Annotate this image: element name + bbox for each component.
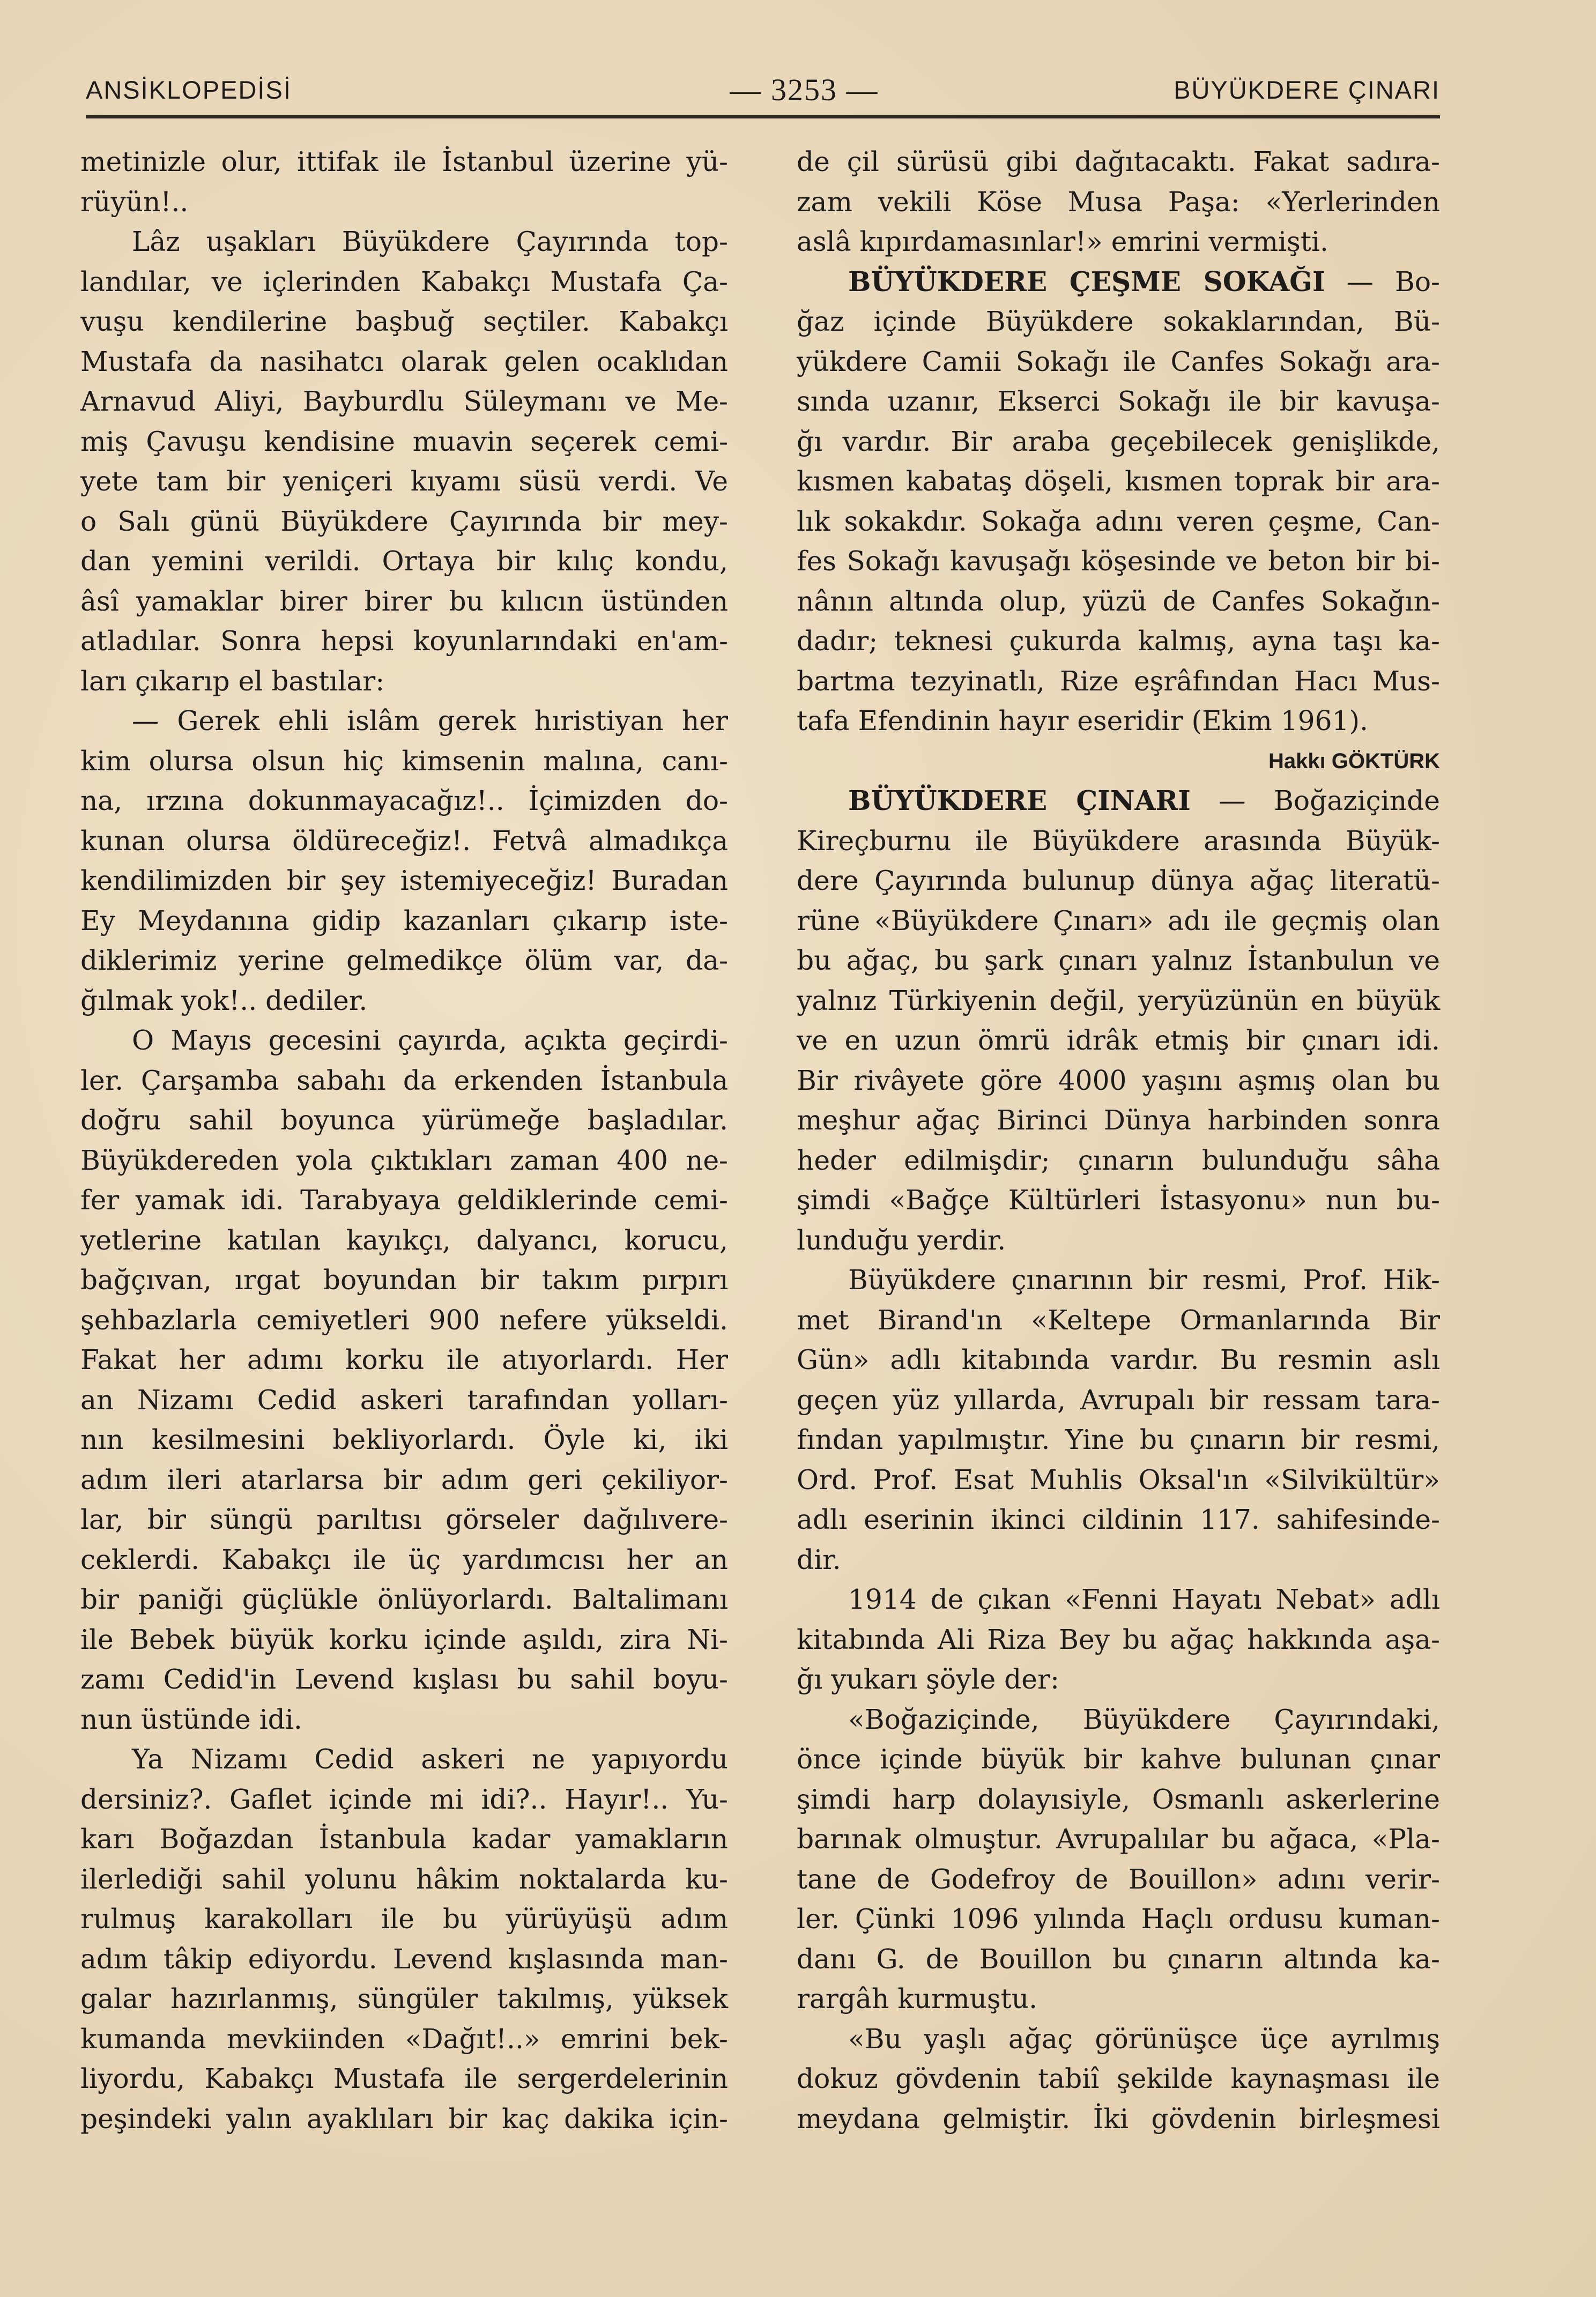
text-line: danı G. de Bouillon bu çınarın altında ka- xyxy=(797,1943,1440,1975)
text-line: sında uzanır, Ekserci Sokağı ile bir kavuşa- xyxy=(797,385,1440,417)
text-line: — Gerek ehli islâm gerek hıristiyan her xyxy=(132,705,728,737)
text-line: fer yamak idi. Tarabyaya geldiklerinde cemi- xyxy=(80,1184,728,1216)
text-line: doğru sahil boyunca yürümeğe başladılar. xyxy=(80,1104,728,1136)
text-line: lık sokakdır. Sokağa adını veren çeşme, Can- xyxy=(797,505,1440,537)
text-line: de çil sürüsü gibi dağıtacaktı. Fakat sadıra- xyxy=(797,146,1440,177)
text-line: Lâz uşakları Büyükdere Çayırında top- xyxy=(132,226,728,257)
text-line: Büyükdere çınarının bir resmi, Prof. Hik- xyxy=(848,1264,1440,1296)
text-line: dan yemini verildi. Ortaya bir kılıç kondu, xyxy=(80,545,728,577)
text-line: miş Çavuşu kendisine muavin seçerek cemi- xyxy=(80,425,728,457)
text-line: metinizle olur, ittifak ile İstanbul üzerine yü- xyxy=(80,146,728,177)
text-line: Ey Meydanına gidip kazanları çıkarıp iste- xyxy=(80,904,728,936)
text-line: na, ırzına dokunmayacağız!.. İçimizden do- xyxy=(80,785,728,816)
author-signature: Hakkı GÖKTÜRK xyxy=(1268,749,1440,773)
text-line: ğaz içinde Büyükdere sokaklarından, Bü- xyxy=(797,306,1440,337)
text-line: dersiniz?. Gaflet içinde mi idi?.. Hayır!.. Yu- xyxy=(80,1783,728,1815)
text-line: o Salı günü Büyükdere Çayırında bir mey- xyxy=(80,505,728,537)
entry-heading: BÜYÜKDERE ÇEŞME SOKAĞI xyxy=(848,265,1325,298)
text-line: landılar, ve içlerinden Kabakçı Mustafa Ça- xyxy=(80,265,728,298)
text-line: met Birand'ın «Keltepe Ormanlarında Bir xyxy=(797,1304,1440,1336)
text-line: ler. Çarşamba sabahı da erkenden İstanbula xyxy=(80,1064,728,1096)
text-line: rüyün!.. xyxy=(80,185,189,218)
text-line: yalnız Türkiyenin değil, yeryüzünün en büyük xyxy=(797,984,1440,1016)
text-line: bağçıvan, ırgat boyundan bir takım pırpırı xyxy=(80,1264,728,1296)
text-line: Mustafa da nasihatcı olarak gelen ocaklıdan xyxy=(80,345,728,377)
text-line: zamı Cedid'in Levend kışlası bu sahil boyu- xyxy=(80,1663,728,1695)
text-line: dere Çayırında bulunup dünya ağaç literatü- xyxy=(797,865,1440,896)
text-line: dokuz gövdenin tabiî şekilde kaynaşması ile xyxy=(797,2063,1440,2094)
entry-heading-line: BÜYÜKDERE ÇEŞME SOKAĞI — Bo- xyxy=(848,265,1440,298)
text-line: kitabında Ali Riza Bey bu ağaç hakkında aşa- xyxy=(797,1623,1440,1655)
text-line: kumanda mevkiinden «Dağıt!..» emrini bek- xyxy=(80,2023,728,2055)
text-line: ları çıkarıp el bastılar: xyxy=(80,665,385,697)
text-line: Gün» adlı kitabında vardır. Bu resmin aslı xyxy=(797,1344,1440,1376)
text-line: nun üstünde idi. xyxy=(80,1703,302,1735)
text-line: galar hazırlanmış, süngüler takılmış, yüksek xyxy=(80,1983,728,2014)
text-line: adım ileri atarlarsa bir adım geri çekiliyor- xyxy=(80,1463,728,1496)
text-line: ğı vardır. Bir araba geçebilecek genişlikde, xyxy=(797,425,1440,457)
text-line: âsî yamaklar birer birer bu kılıcın üstünden xyxy=(80,585,728,617)
text-line: meşhur ağaç Birinci Dünya harbinden sonra xyxy=(797,1104,1440,1136)
text-line: ceklerdi. Kabakçı ile üç yardımcısı her an xyxy=(80,1543,728,1575)
text-line: yetlerine katılan kayıkçı, dalyancı, korucu, xyxy=(80,1224,728,1256)
text-line: meydana gelmiştir. İki gövdenin birleşmesi xyxy=(797,2102,1440,2135)
text-line: ler. Çünki 1096 yılında Haçlı ordusu kuman- xyxy=(797,1903,1440,1935)
text-line: atladılar. Sonra hepsi koyunlarındaki en'am- xyxy=(80,625,728,657)
text-line: kunan olursa öldüreceğiz!. Fetvâ almadıkça xyxy=(80,824,728,857)
text-line: bu ağaç, bu şark çınarı yalnız İstanbulun ve xyxy=(797,945,1440,976)
text-line: lar, bir süngü parıltısı görseler dağılıvere- xyxy=(80,1504,728,1535)
text-line: Ord. Prof. Esat Muhlis Oksal'ın «Silvikültür» xyxy=(797,1463,1440,1496)
text-line: şehbazlarla cemiyetleri 900 nefere yükseldi. xyxy=(80,1304,728,1336)
text-line: yükdere Camii Sokağı ile Canfes Sokağı ara- xyxy=(797,345,1440,377)
header-right-title: BÜYÜKDERE ÇINARI xyxy=(1174,76,1440,104)
text-line: şimdi «Bağçe Kültürleri İstasyonu» nun bu- xyxy=(797,1184,1440,1216)
text-line: adlı eserinin ikinci cildinin 117. sahifesinde- xyxy=(797,1504,1440,1535)
entry-heading: BÜYÜKDERE ÇINARI xyxy=(848,785,1191,816)
text-line: adım tâkip ediyordu. Levend kışlasında man- xyxy=(80,1943,728,1975)
text-line: ile Bebek büyük korku içinde aşıldı, zira Ni- xyxy=(80,1623,728,1655)
text-line: bir paniği güçlükle önlüyorlardı. Baltalimanı xyxy=(80,1584,728,1615)
text-line: zam vekili Köse Musa Paşa: «Yerlerinden xyxy=(797,185,1440,218)
left-column xyxy=(80,142,728,2139)
text-line: fes Sokağı kavuşağı köşesinde ve beton bir bi- xyxy=(797,545,1440,577)
text-line: fından yapılmıştır. Yine bu çınarın bir resmi, xyxy=(797,1424,1440,1455)
text-line: ğılmak yok!.. dediler. xyxy=(80,984,368,1016)
text-line: Fakat her adımı korku ile atıyorlardı. Her xyxy=(80,1344,728,1376)
text-line: an Nizamı Cedid askeri tarafından yolları- xyxy=(80,1384,728,1416)
text-line: karı Boğazdan İstanbula kadar yamakların xyxy=(80,1823,728,1855)
text-line: kendilimizden bir şey istemiyeceğiz! Buradan xyxy=(80,865,728,896)
text-line: bartma tezyinatlı, Rize eşrâfından Hacı Mus- xyxy=(797,665,1440,697)
text-line: ğı yukarı şöyle der: xyxy=(797,1663,1059,1695)
text-line: «Bu yaşlı ağaç görünüşce üçe ayrılmış xyxy=(848,2023,1440,2055)
text-line: heder edilmişdir; çınarın bulunduğu sâha xyxy=(797,1144,1440,1176)
text-line: geçen yüz yıllarda, Avrupalı bir ressam tara- xyxy=(797,1384,1440,1416)
text-line: rargâh kurmuştu. xyxy=(797,1983,1038,2014)
text-line: Ya Nizamı Cedid askeri ne yapıyordu xyxy=(132,1743,728,1775)
text-line: lunduğu yerdir. xyxy=(797,1224,1006,1256)
text-line: 1914 de çıkan «Fenni Hayatı Nebat» adlı xyxy=(848,1584,1440,1615)
text-line: kim olursa olsun hiç kimsenin malına, canı- xyxy=(80,745,728,777)
text-line: liyordu, Kabakçı Mustafa ile sergerdelerinin xyxy=(80,2063,728,2094)
text-line: rüne «Büyükdere Çınarı» adı ile geçmiş olan xyxy=(797,904,1440,936)
header-rule xyxy=(86,115,1440,118)
text-line: «Boğaziçinde, Büyükdere Çayırındaki, xyxy=(848,1703,1440,1735)
entry-heading-line: BÜYÜKDERE ÇINARI — Boğaziçinde xyxy=(848,785,1440,816)
text-line: tafa Efendinin hayır eseridir (Ekim 1961). xyxy=(797,705,1368,737)
text-line: tane de Godefroy de Bouillon» adını verir- xyxy=(797,1863,1440,1895)
text-line: diklerimiz yerine gelmedikçe ölüm var, da- xyxy=(80,945,728,976)
text-line: barınak olmuştur. Avrupalılar bu ağaca, «Pla- xyxy=(797,1823,1440,1855)
text-line: Arnavud Aliyi, Bayburdlu Süleymanı ve Me- xyxy=(80,385,728,417)
text-line: dadır; teknesi çukurda kalmış, ayna taşı ka- xyxy=(797,625,1440,657)
text-line: ve en uzun ömrü idrâk etmiş bir çınarı idi. xyxy=(797,1024,1440,1056)
page-header xyxy=(86,69,1440,111)
text-line: ilerlediği sahil yolunu hâkim noktalarda ku- xyxy=(80,1863,728,1895)
text-line: O Mayıs gecesini çayırda, açıkta geçirdi- xyxy=(132,1024,728,1056)
text-line: kısmen kabataş döşeli, kısmen toprak bir ara- xyxy=(797,465,1440,497)
text-line: nın kesilmesini bekliyorlardı. Öyle ki, iki xyxy=(80,1424,728,1455)
text-line: aslâ kıpırdamasınlar!» emrini vermişti. xyxy=(797,226,1328,257)
text-line: dir. xyxy=(797,1543,841,1575)
text-line: peşindeki yalın ayaklıları bir kaç dakika için- xyxy=(80,2102,728,2135)
text-line: rulmuş karakolları ile bu yürüyüşü adım xyxy=(80,1903,728,1935)
text-line: vuşu kendilerine başbuğ seçtiler. Kabakçı xyxy=(80,306,728,337)
text-line: nânın altında olup, yüzü de Canfes Sokağın- xyxy=(797,585,1440,617)
text-line: Bir rivâyete göre 4000 yaşını aşmış olan bu xyxy=(797,1064,1440,1096)
page-number: — 3253 — xyxy=(730,72,879,107)
text-line: Büyükdereden yola çıktıkları zaman 400 ne- xyxy=(80,1144,728,1176)
header-left-title: ANSİKLOPEDİSİ xyxy=(86,76,292,104)
right-column xyxy=(797,142,1440,2139)
text-line: Kireçburnu ile Büyükdere arasında Büyük- xyxy=(797,824,1440,857)
text-line: önce içinde büyük bir kahve bulunan çınar xyxy=(797,1743,1440,1775)
text-line: şimdi harp dolayısiyle, Osmanlı askerlerine xyxy=(797,1783,1440,1815)
text-line: yete tam bir yeniçeri kıyamı süsü verdi. Ve xyxy=(80,465,728,497)
